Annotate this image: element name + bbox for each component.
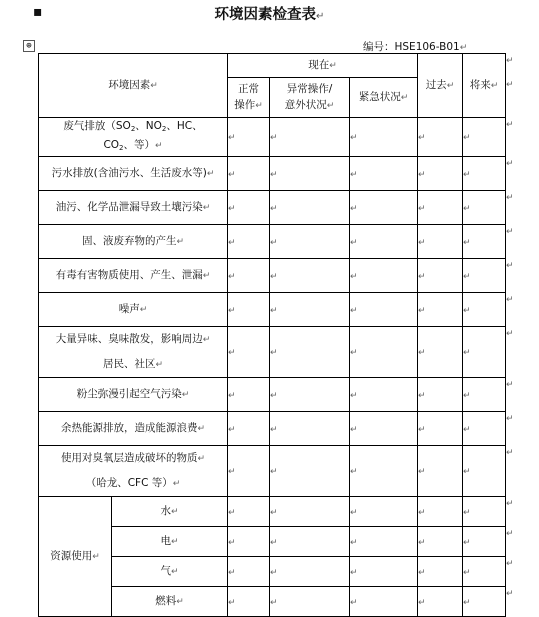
table-row bbox=[39, 327, 506, 378]
cell-future[interactable]: ↵ bbox=[463, 157, 506, 191]
cell-normal[interactable]: ↵ bbox=[228, 191, 270, 225]
cell-abnormal[interactable]: ↵ bbox=[270, 378, 350, 412]
cell-past[interactable]: ↵ bbox=[418, 527, 463, 557]
cell-emergency[interactable]: ↵ bbox=[350, 412, 418, 446]
cell-future[interactable]: ↵ bbox=[463, 557, 506, 587]
factor-exhaust-gas: 废气排放（$SO_2$、$NO_2$、HC、$CO_2$、等）↵ bbox=[39, 118, 228, 157]
resource-water: 水↵ bbox=[112, 497, 228, 527]
cell-future[interactable]: ↵ bbox=[463, 191, 506, 225]
table-move-handle-icon[interactable]: ⊕ bbox=[23, 40, 35, 52]
row-end-mark: ↵ bbox=[506, 119, 514, 130]
header-future: 将来↵ bbox=[463, 54, 506, 118]
header-emergency: 紧急状况↵ bbox=[350, 78, 418, 118]
header-normal: 正常 操作↵ bbox=[228, 78, 270, 118]
factor-waste-heat: 余热能源排放，造成能源浪费↵ bbox=[39, 412, 228, 446]
bullet-mark: ▪ bbox=[33, 4, 43, 20]
table-row bbox=[39, 446, 506, 497]
cell-past[interactable]: ↵ bbox=[418, 412, 463, 446]
cell-normal[interactable]: ↵ bbox=[228, 259, 270, 293]
cell-emergency[interactable]: ↵ bbox=[350, 527, 418, 557]
table-row bbox=[39, 378, 506, 412]
cell-past[interactable]: ↵ bbox=[418, 446, 463, 497]
table-row bbox=[39, 118, 506, 157]
cell-abnormal[interactable]: ↵ bbox=[270, 446, 350, 497]
row-end-mark: ↵ bbox=[506, 226, 514, 237]
cell-emergency[interactable]: ↵ bbox=[350, 557, 418, 587]
factor-wastewater: 污水排放(含油污水、生活废水等)↵ bbox=[39, 157, 228, 191]
row-end-mark: ↵ bbox=[506, 528, 514, 539]
cell-future[interactable]: ↵ bbox=[463, 587, 506, 617]
cell-abnormal[interactable]: ↵ bbox=[270, 497, 350, 527]
cell-future[interactable]: ↵ bbox=[463, 412, 506, 446]
cell-emergency[interactable]: ↵ bbox=[350, 378, 418, 412]
table-row bbox=[39, 191, 506, 225]
resource-electricity: 电↵ bbox=[112, 527, 228, 557]
row-end-mark: ↵ bbox=[506, 328, 514, 339]
factor-odor: 大量异味、臭味散发，影响周边↵ 居民、社区↵ bbox=[39, 327, 228, 378]
cell-future[interactable]: ↵ bbox=[463, 497, 506, 527]
cell-emergency[interactable]: ↵ bbox=[350, 225, 418, 259]
cell-emergency[interactable]: ↵ bbox=[350, 157, 418, 191]
row-end-mark: ↵ bbox=[506, 192, 514, 203]
table-row bbox=[39, 259, 506, 293]
factor-dust: 粉尘弥漫引起空气污染↵ bbox=[39, 378, 228, 412]
header-abnormal: 异常操作/ 意外状况↵ bbox=[270, 78, 350, 118]
cell-future[interactable]: ↵ bbox=[463, 446, 506, 497]
table-row bbox=[39, 497, 506, 527]
table-row bbox=[39, 225, 506, 259]
cell-past[interactable]: ↵ bbox=[418, 557, 463, 587]
cell-normal[interactable]: ↵ bbox=[228, 118, 270, 157]
cell-abnormal[interactable]: ↵ bbox=[270, 587, 350, 617]
cell-past[interactable]: ↵ bbox=[418, 191, 463, 225]
factor-soil-pollution: 油污、化学品泄漏导致土壤污染↵ bbox=[39, 191, 228, 225]
row-end-mark: ↵ bbox=[506, 447, 514, 458]
header-past: 过去↵ bbox=[418, 54, 463, 118]
cell-past[interactable]: ↵ bbox=[418, 327, 463, 378]
row-end-mark: ↵ bbox=[506, 413, 514, 424]
factor-hazardous-substances: 有毒有害物质使用、产生、泄漏↵ bbox=[39, 259, 228, 293]
environment-factor-table bbox=[38, 53, 506, 617]
cell-emergency[interactable]: ↵ bbox=[350, 327, 418, 378]
cell-future[interactable]: ↵ bbox=[463, 118, 506, 157]
header-present: 现在↵ bbox=[228, 54, 418, 78]
cell-abnormal[interactable]: ↵ bbox=[270, 225, 350, 259]
cell-normal[interactable]: ↵ bbox=[228, 327, 270, 378]
cell-abnormal[interactable]: ↵ bbox=[270, 557, 350, 587]
cell-abnormal[interactable]: ↵ bbox=[270, 191, 350, 225]
cell-abnormal[interactable]: ↵ bbox=[270, 412, 350, 446]
cell-normal[interactable]: ↵ bbox=[228, 225, 270, 259]
cell-abnormal[interactable]: ↵ bbox=[270, 118, 350, 157]
cell-future[interactable]: ↵ bbox=[463, 527, 506, 557]
cell-abnormal[interactable]: ↵ bbox=[270, 327, 350, 378]
cell-normal[interactable]: ↵ bbox=[228, 293, 270, 327]
row-end-mark: ↵ bbox=[506, 79, 514, 90]
cell-emergency[interactable]: ↵ bbox=[350, 293, 418, 327]
cell-emergency[interactable]: ↵ bbox=[350, 446, 418, 497]
row-end-mark: ↵ bbox=[506, 260, 514, 271]
row-end-mark: ↵ bbox=[506, 158, 514, 169]
cell-future[interactable]: ↵ bbox=[463, 293, 506, 327]
page-title: 环境因素检查表↵ bbox=[214, 7, 325, 23]
table-row bbox=[39, 157, 506, 191]
cell-emergency[interactable]: ↵ bbox=[350, 191, 418, 225]
cell-past[interactable]: ↵ bbox=[418, 225, 463, 259]
cell-abnormal[interactable]: ↵ bbox=[270, 259, 350, 293]
cell-past[interactable]: ↵ bbox=[418, 259, 463, 293]
cell-normal[interactable]: ↵ bbox=[228, 157, 270, 191]
document-code: 编号：HSE106-B01↵ bbox=[363, 41, 468, 53]
factor-resource-use: 资源使用↵ bbox=[39, 497, 112, 617]
cell-normal[interactable]: ↵ bbox=[228, 587, 270, 617]
cell-normal[interactable]: ↵ bbox=[228, 497, 270, 527]
cell-past[interactable]: ↵ bbox=[418, 293, 463, 327]
cell-emergency[interactable]: ↵ bbox=[350, 497, 418, 527]
cell-normal[interactable]: ↵ bbox=[228, 527, 270, 557]
cell-emergency[interactable]: ↵ bbox=[350, 118, 418, 157]
cell-abnormal[interactable]: ↵ bbox=[270, 157, 350, 191]
cell-emergency[interactable]: ↵ bbox=[350, 259, 418, 293]
row-end-mark: ↵ bbox=[506, 294, 514, 305]
cell-abnormal[interactable]: ↵ bbox=[270, 293, 350, 327]
resource-fuel: 燃料↵ bbox=[112, 587, 228, 617]
cell-abnormal[interactable]: ↵ bbox=[270, 527, 350, 557]
row-end-mark: ↵ bbox=[506, 55, 514, 66]
cell-past[interactable]: ↵ bbox=[418, 497, 463, 527]
cell-normal[interactable]: ↵ bbox=[228, 557, 270, 587]
table-row bbox=[39, 412, 506, 446]
cell-future[interactable]: ↵ bbox=[463, 327, 506, 378]
cell-past[interactable]: ↵ bbox=[418, 587, 463, 617]
cell-normal[interactable]: ↵ bbox=[228, 446, 270, 497]
row-end-mark: ↵ bbox=[506, 498, 514, 509]
row-end-mark: ↵ bbox=[506, 588, 514, 599]
row-end-mark: ↵ bbox=[506, 558, 514, 569]
cell-emergency[interactable]: ↵ bbox=[350, 587, 418, 617]
cell-future[interactable]: ↵ bbox=[463, 378, 506, 412]
header-factor: 环境因素↵ bbox=[39, 54, 228, 118]
resource-gas: 气↵ bbox=[112, 557, 228, 587]
cell-future[interactable]: ↵ bbox=[463, 259, 506, 293]
row-end-mark: ↵ bbox=[506, 379, 514, 390]
factor-solid-liquid-waste: 固、液废弃物的产生↵ bbox=[39, 225, 228, 259]
cell-past[interactable]: ↵ bbox=[418, 157, 463, 191]
table-row bbox=[39, 293, 506, 327]
cell-past[interactable]: ↵ bbox=[418, 118, 463, 157]
factor-ozone-depleting: 使用对臭氧层造成破坏的物质↵ （哈龙、CFC 等）↵ bbox=[39, 446, 228, 497]
cell-future[interactable]: ↵ bbox=[463, 225, 506, 259]
cell-normal[interactable]: ↵ bbox=[228, 412, 270, 446]
cell-normal[interactable]: ↵ bbox=[228, 378, 270, 412]
cell-past[interactable]: ↵ bbox=[418, 378, 463, 412]
factor-noise: 噪声↵ bbox=[39, 293, 228, 327]
